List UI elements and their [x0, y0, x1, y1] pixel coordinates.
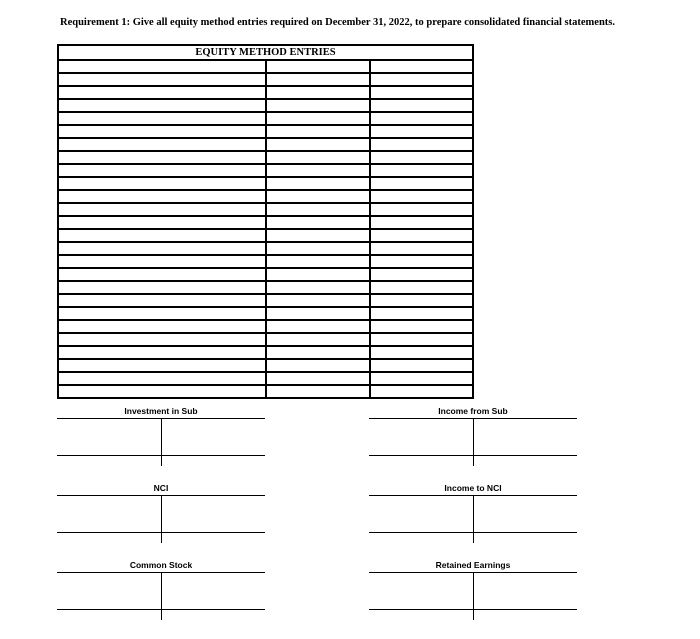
table-row [59, 204, 472, 217]
debit-cell[interactable] [267, 386, 371, 397]
debit-cell[interactable] [267, 191, 371, 202]
credit-cell[interactable] [371, 139, 472, 150]
debit-cell[interactable] [267, 100, 371, 111]
debit-cell[interactable] [267, 308, 371, 319]
table-row [59, 74, 472, 87]
table-row [59, 100, 472, 113]
table-row [59, 165, 472, 178]
debit-cell[interactable] [267, 61, 371, 72]
t-account-income-to-nci [369, 483, 577, 533]
debit-cell[interactable] [267, 139, 371, 150]
t-account-nci [57, 483, 265, 533]
credit-cell[interactable] [371, 321, 472, 332]
table-row [59, 256, 472, 269]
debit-cell[interactable] [267, 152, 371, 163]
credit-cell[interactable] [371, 347, 472, 358]
debit-cell[interactable] [267, 217, 371, 228]
debit-cell[interactable] [267, 256, 371, 267]
account-cell[interactable] [59, 360, 267, 371]
credit-cell[interactable] [371, 100, 472, 111]
credit-cell[interactable] [371, 282, 472, 293]
credit-cell[interactable] [371, 191, 472, 202]
table-row [59, 191, 472, 204]
debit-cell[interactable] [267, 74, 371, 85]
table-row [59, 269, 472, 282]
debit-cell[interactable] [267, 126, 371, 137]
table-row [59, 334, 472, 347]
debit-cell[interactable] [267, 243, 371, 254]
credit-cell[interactable] [371, 113, 472, 124]
credit-cell[interactable] [371, 152, 472, 163]
table-row [59, 308, 472, 321]
table-title: EQUITY METHOD ENTRIES [59, 46, 472, 61]
account-cell[interactable] [59, 386, 267, 397]
debit-cell[interactable] [267, 113, 371, 124]
table-row [59, 347, 472, 360]
account-cell[interactable] [59, 321, 267, 332]
t-account-title: Common Stock [129, 560, 193, 570]
table-row [59, 87, 472, 100]
debit-cell[interactable] [267, 321, 371, 332]
account-cell[interactable] [59, 347, 267, 358]
table-row [59, 126, 472, 139]
table-row [59, 282, 472, 295]
t-account-title: Income from Sub [438, 406, 508, 416]
credit-cell[interactable] [371, 165, 472, 176]
table-row [59, 373, 472, 386]
table-row [59, 152, 472, 165]
t-account-title: Investment in Sub [124, 406, 198, 416]
table-row [59, 113, 472, 126]
debit-cell[interactable] [267, 334, 371, 345]
table-row [59, 178, 472, 191]
credit-cell[interactable] [371, 386, 472, 397]
account-cell[interactable] [59, 373, 267, 384]
debit-cell[interactable] [267, 373, 371, 384]
account-cell[interactable] [59, 256, 267, 267]
credit-cell[interactable] [371, 204, 472, 215]
t-account-income-from-sub [369, 406, 577, 456]
account-cell[interactable] [59, 269, 267, 280]
debit-cell[interactable] [267, 230, 371, 241]
credit-cell[interactable] [371, 360, 472, 371]
credit-cell[interactable] [371, 256, 472, 267]
t-account-investment-in-sub [57, 406, 265, 456]
debit-cell[interactable] [267, 282, 371, 293]
account-cell[interactable] [59, 295, 267, 306]
requirement-text: Requirement 1: Give all equity method entries required on December 31, 2022, to prepare consolidated financial statements. [60, 17, 615, 28]
table-row [59, 61, 472, 74]
account-cell[interactable] [59, 308, 267, 319]
account-cell[interactable] [59, 230, 267, 241]
account-cell[interactable] [59, 217, 267, 228]
debit-cell[interactable] [267, 347, 371, 358]
table-row [59, 217, 472, 230]
credit-cell[interactable] [371, 334, 472, 345]
account-cell[interactable] [59, 126, 267, 137]
t-account-title: Retained Earnings [435, 560, 511, 570]
table-row [59, 243, 472, 256]
t-account-title: Income to NCI [444, 483, 502, 493]
credit-cell[interactable] [371, 126, 472, 137]
account-cell[interactable] [59, 113, 267, 124]
credit-cell[interactable] [371, 373, 472, 384]
table-row [59, 321, 472, 334]
credit-cell[interactable] [371, 217, 472, 228]
t-account-title: NCI [153, 483, 169, 493]
debit-cell[interactable] [267, 178, 371, 189]
debit-cell[interactable] [267, 360, 371, 371]
account-cell[interactable] [59, 87, 267, 98]
t-account-retained-earnings [369, 560, 577, 610]
account-cell[interactable] [59, 165, 267, 176]
table-row [59, 360, 472, 373]
credit-cell[interactable] [371, 74, 472, 85]
account-cell[interactable] [59, 243, 267, 254]
credit-cell[interactable] [371, 295, 472, 306]
credit-cell[interactable] [371, 243, 472, 254]
credit-cell[interactable] [371, 308, 472, 319]
account-cell[interactable] [59, 178, 267, 189]
account-cell[interactable] [59, 152, 267, 163]
account-cell[interactable] [59, 334, 267, 345]
debit-cell[interactable] [267, 204, 371, 215]
credit-cell[interactable] [371, 87, 472, 98]
account-cell[interactable] [59, 61, 267, 72]
credit-cell[interactable] [371, 269, 472, 280]
account-cell[interactable] [59, 282, 267, 293]
credit-cell[interactable] [371, 230, 472, 241]
account-cell[interactable] [59, 74, 267, 85]
account-cell[interactable] [59, 204, 267, 215]
credit-cell[interactable] [371, 178, 472, 189]
account-cell[interactable] [59, 191, 267, 202]
debit-cell[interactable] [267, 295, 371, 306]
t-account-common-stock [57, 560, 265, 610]
table-row [59, 230, 472, 243]
table-row [59, 295, 472, 308]
account-cell[interactable] [59, 100, 267, 111]
equity-method-entries-table [57, 44, 474, 399]
debit-cell[interactable] [267, 269, 371, 280]
table-row [59, 386, 472, 397]
debit-cell[interactable] [267, 165, 371, 176]
table-row [59, 139, 472, 152]
credit-cell[interactable] [371, 61, 472, 72]
account-cell[interactable] [59, 139, 267, 150]
debit-cell[interactable] [267, 87, 371, 98]
